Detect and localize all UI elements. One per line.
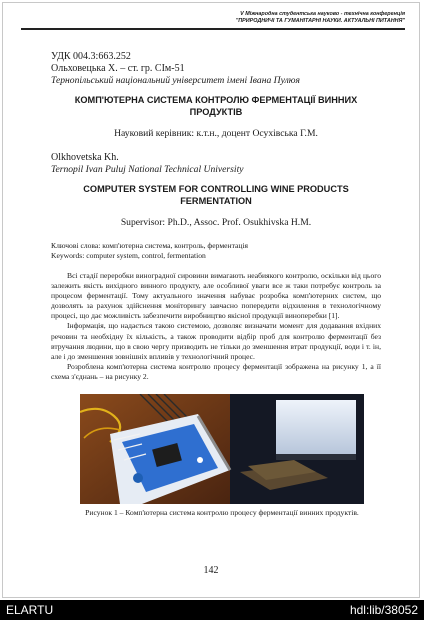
title-ua: КОМП'ЮТЕРНА СИСТЕМА КОНТРОЛЮ ФЕРМЕНТАЦІЇ ВИННИХ ПРОДУКТІВ bbox=[74, 95, 358, 117]
figure-photo bbox=[80, 394, 364, 504]
article-content bbox=[51, 51, 381, 382]
affiliation-en: Ternopil Ivan Puluj National Technical University bbox=[51, 164, 244, 175]
supervisor-en: Supervisor: Ph.D., Assoc. Prof. Osukhivska H.M. bbox=[120, 217, 312, 228]
repository-name: ELARTU bbox=[6, 603, 54, 617]
keywords-ua: Ключові слова: комп'ютерна система, контроль, ферментація bbox=[51, 241, 249, 250]
document-page bbox=[2, 2, 420, 598]
page-number: 142 bbox=[203, 565, 219, 576]
paragraph-2: Інформація, що надається такою системою, дозволяє визначати момент для додавання вхідних речовин та необхідну їх кількість, а також проводити відбір проб для контролю ферментації без втручання людини, що в свою чергу призводить не тільки до зменшення втрат продукції, води і т. ін, але і до зменшення зовнішніх впливів у технологічний процес. bbox=[51, 321, 381, 361]
conference-header bbox=[21, 11, 405, 30]
author-ua: Ольховецька Х. – ст. гр. СІм-51 bbox=[51, 63, 185, 74]
supervisor-ua: Науковий керівник: к.т.н., доцент Осухівська Г.М. bbox=[114, 128, 318, 139]
conference-header-line1: V Міжнародна студентська науково - технічна конференція bbox=[240, 11, 405, 17]
conference-header-line2: "ПРИРОДНИЧІ ТА ГУМАНІТАРНІ НАУКИ. АКТУАЛЬНІ ПИТАННЯ" bbox=[235, 18, 405, 24]
figure-caption: Рисунок 1 – Комп'ютерна система контролю процесу ферментації винних продуктів. bbox=[85, 508, 359, 517]
figure-photo-image bbox=[80, 394, 364, 504]
paragraph-3: Розроблена комп'ютерна система контролю процесу ферментації зображена на рисунку 1, а її схема з'єднань – на рисунку 2. bbox=[51, 361, 381, 381]
author-en: Olkhovetska Kh. bbox=[51, 152, 119, 163]
udk-code: УДК 004.3:663.252 bbox=[51, 51, 131, 62]
handle-link[interactable]: hdl:lib/38052 bbox=[349, 603, 418, 617]
repository-footer bbox=[0, 600, 424, 620]
title-en: COMPUTER SYSTEM FOR CONTROLLING WINE PRODUCTS FERMENTATION bbox=[83, 184, 349, 206]
paragraph-1: Всі стадії переробки виноградної сировини вимагають неабиякого контролю, оскільки від цього залежить якість вихідного винного продукту, але особливої уваги все ж таки потребує контроль за процесом ферментації. Тому актуального значення набуває розробка комп'ютерних систем, що дозволять за рахунок здійснення моніторингу завчасно попередити відхилення в технологічному процесі, що дає можливість забезпечити виробництво якісної продукції виноперебки [1]. bbox=[51, 271, 381, 321]
keywords-en: Keywords: computer system, control, fermentation bbox=[51, 251, 206, 260]
affiliation-ua: Тернопільський національний університет імені Івана Пулюя bbox=[51, 75, 300, 86]
